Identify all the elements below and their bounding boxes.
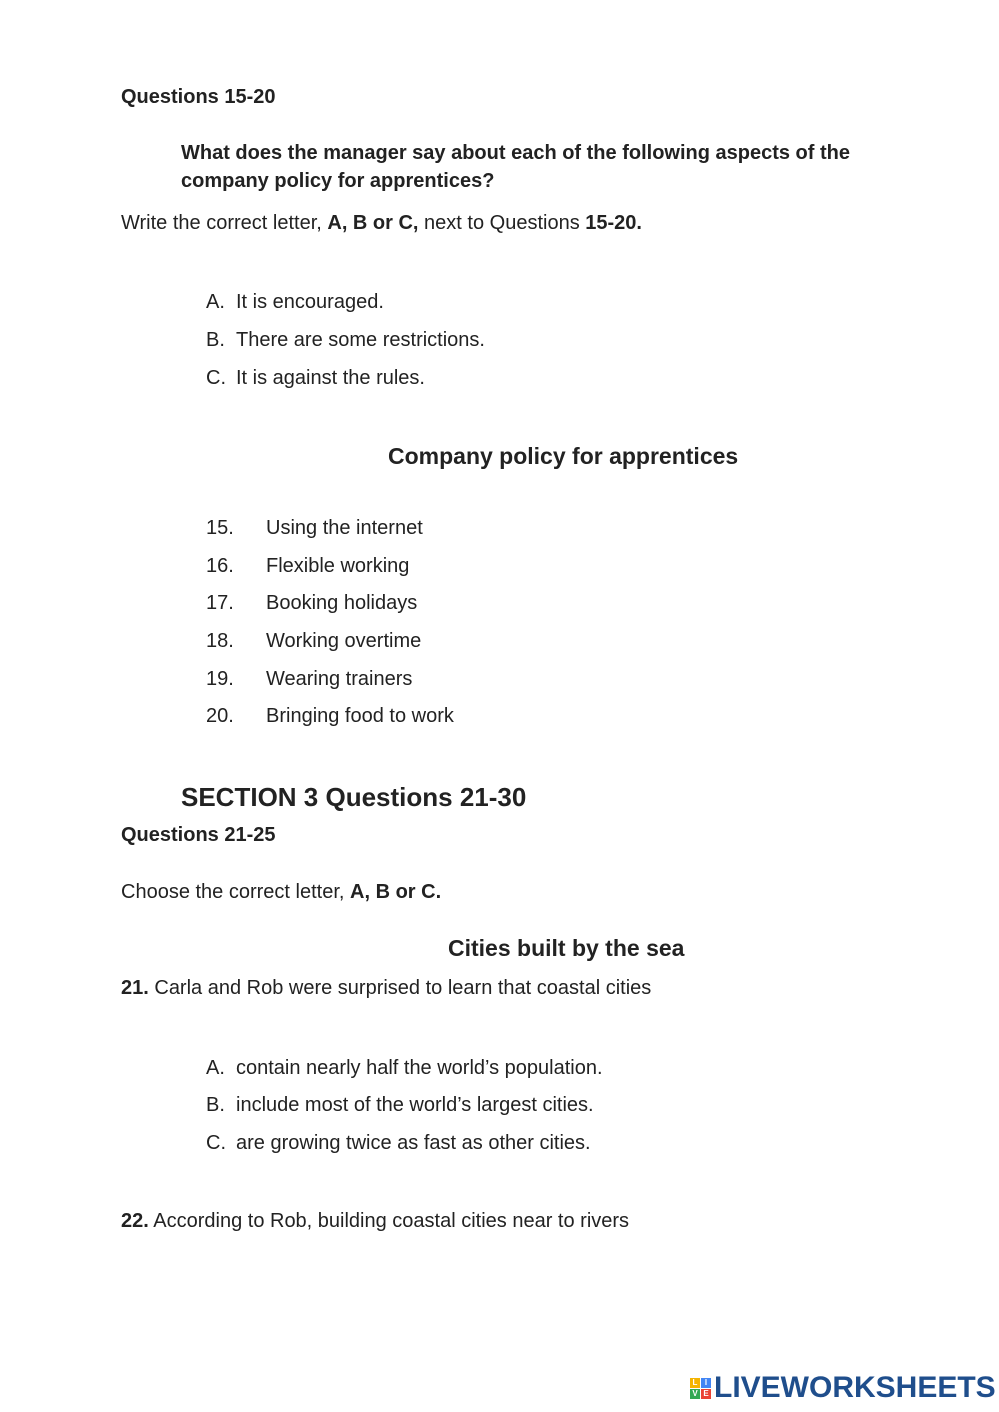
- questions-subheading: Questions 21-25: [121, 824, 276, 846]
- option-letter: C.: [206, 367, 226, 389]
- logo-mark-cell: I: [701, 1378, 711, 1388]
- item-text: Bringing food to work: [266, 705, 454, 727]
- instruction-mid: next to Questions: [418, 212, 586, 234]
- option-letter: C.: [206, 1132, 226, 1154]
- option-text: include most of the world’s largest cities.: [236, 1094, 594, 1116]
- item-number: 18.: [206, 630, 234, 652]
- instruction-line-2: [121, 881, 441, 904]
- instruction-pre: Choose the correct letter,: [121, 881, 351, 903]
- q21-option-a: [206, 1057, 603, 1080]
- item-text: Wearing trainers: [266, 668, 413, 690]
- q21-option-c: [206, 1132, 591, 1155]
- list-item: [206, 705, 454, 728]
- question-number: 21.: [121, 977, 149, 999]
- option-text: It is encouraged.: [236, 291, 384, 313]
- option-text: contain nearly half the world’s population.: [236, 1057, 603, 1079]
- item-number: 20.: [206, 705, 234, 727]
- instruction-range: 15-20.: [585, 212, 642, 234]
- option-letter: A.: [206, 1057, 225, 1079]
- item-text: Working overtime: [266, 630, 422, 652]
- item-text: Booking holidays: [266, 592, 418, 614]
- section-title: SECTION 3 Questions 21-30: [181, 782, 527, 812]
- question-text: According to Rob, building coastal cities near to rivers: [148, 1210, 630, 1232]
- list-item: [206, 517, 423, 540]
- item-number: 15.: [206, 517, 234, 539]
- list-item: [206, 592, 417, 615]
- list-item: [206, 630, 421, 653]
- item-number: 16.: [206, 555, 234, 577]
- list-item: [206, 668, 412, 691]
- questions-heading: Questions 15-20: [121, 86, 276, 108]
- logo-mark-icon: [690, 1378, 711, 1399]
- item-number: 17.: [206, 592, 234, 614]
- option-letter: B.: [206, 329, 225, 351]
- q21-option-b: [206, 1094, 594, 1117]
- item-text: Using the internet: [266, 517, 423, 539]
- question-21: [121, 977, 651, 1000]
- question-text: Carla and Rob were surprised to learn that coastal cities: [148, 977, 652, 999]
- item-text: Flexible working: [266, 555, 410, 577]
- logo-mark-cell: V: [690, 1389, 700, 1399]
- option-text: are growing twice as fast as other cities.: [236, 1132, 591, 1154]
- instruction-pre: Write the correct letter,: [121, 212, 328, 234]
- option-text: There are some restrictions.: [236, 329, 485, 351]
- option-b: [206, 329, 485, 352]
- instruction-letters: A, B or C.: [350, 881, 442, 903]
- logo-mark-cell: L: [690, 1378, 700, 1388]
- option-letter: A.: [206, 291, 225, 313]
- item-number: 19.: [206, 668, 234, 690]
- logo-text: LIVEWORKSHEETS: [714, 1371, 996, 1404]
- option-a: [206, 291, 384, 314]
- list-title: Company policy for apprentices: [388, 443, 739, 469]
- instruction-letters: A, B or C,: [327, 212, 419, 234]
- question-prompt: What does the manager say about each of the following aspects of the company policy for apprentices?: [181, 142, 850, 192]
- liveworksheets-logo: [690, 1372, 996, 1404]
- option-text: It is against the rules.: [236, 367, 425, 389]
- instruction-line: [121, 212, 642, 235]
- list-item: [206, 555, 409, 578]
- logo-mark-cell: E: [701, 1389, 711, 1399]
- option-c: [206, 367, 425, 390]
- question-22: [121, 1210, 629, 1233]
- topic-title: Cities built by the sea: [448, 935, 685, 961]
- option-letter: B.: [206, 1094, 225, 1116]
- question-number: 22.: [121, 1210, 149, 1232]
